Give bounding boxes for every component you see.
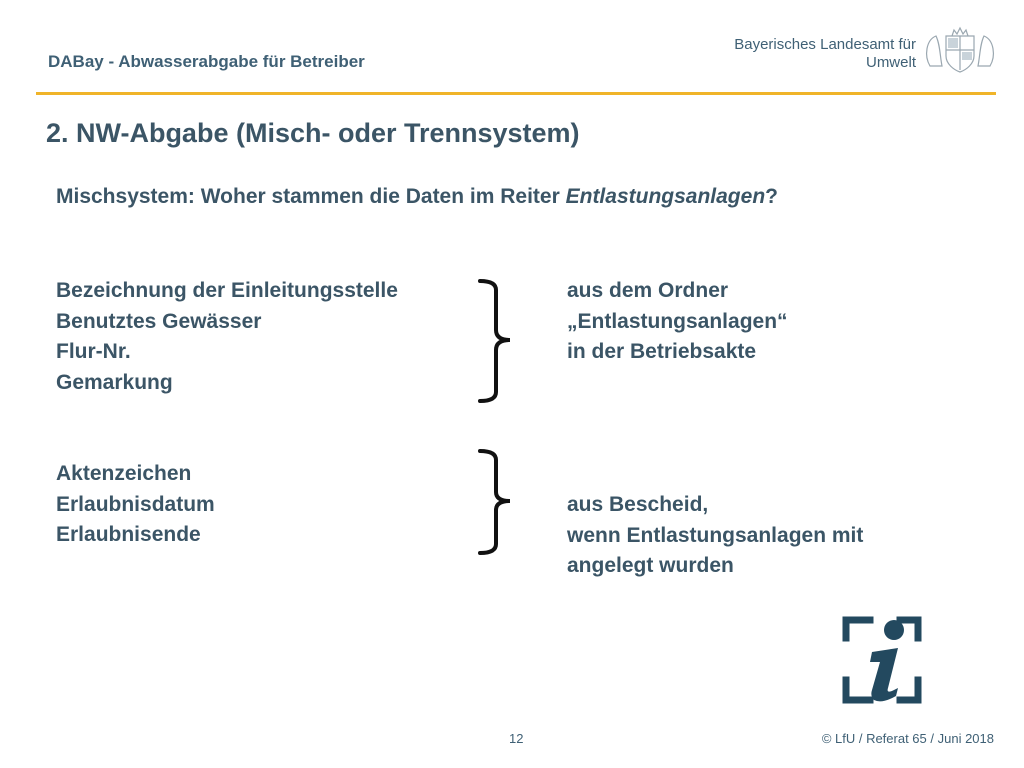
- question-prefix: Mischsystem: Woher stammen die Daten im Reiter: [56, 185, 566, 208]
- source-text-group-2: [567, 490, 863, 582]
- source-line: in der Betriebsakte: [567, 340, 757, 363]
- source-line: angelegt wurden: [567, 554, 734, 577]
- question-emphasis: Entlastungsanlagen: [565, 185, 766, 208]
- field-label: Flur-Nr.: [56, 340, 131, 363]
- source-line: wenn Entlastungsanlagen mit: [567, 523, 864, 547]
- question-suffix: ?: [765, 185, 778, 208]
- page-number: 12: [509, 731, 524, 746]
- footer-credit: © LfU / Referat 65 / Juni 2018: [821, 731, 994, 746]
- source-line: aus dem Ordner: [567, 279, 729, 302]
- source-text-group-1: [567, 276, 788, 368]
- info-icon: [820, 600, 950, 720]
- source-line: aus Bescheid,: [567, 493, 709, 516]
- field-label: Erlaubnisdatum: [56, 492, 215, 516]
- bavarian-coat-of-arms-icon: [922, 26, 998, 74]
- field-label: Erlaubnisende: [56, 523, 201, 546]
- organization-line-1: Bayerisches Landesamt für: [734, 36, 916, 53]
- field-label: Bezeichnung der Einleitungsstelle: [56, 279, 398, 302]
- field-list-group-1: [56, 276, 398, 398]
- organization-name: [734, 36, 916, 72]
- field-list-group-2: [56, 459, 215, 551]
- header-divider: [36, 92, 996, 95]
- right-brace-icon: [476, 448, 520, 556]
- right-brace-icon: [476, 278, 520, 404]
- question-text: [56, 185, 778, 209]
- organization-line-2: Umwelt: [865, 54, 916, 71]
- source-line: „Entlastungsanlagen“: [567, 309, 788, 333]
- slide-title: 2. NW-Abgabe (Misch- oder Trennsystem): [46, 118, 580, 148]
- field-label: Benutztes Gewässer: [56, 309, 262, 333]
- app-title: DABay - Abwasserabgabe für Betreiber: [48, 52, 365, 71]
- field-label: Aktenzeichen: [56, 462, 192, 485]
- field-label: Gemarkung: [56, 370, 173, 394]
